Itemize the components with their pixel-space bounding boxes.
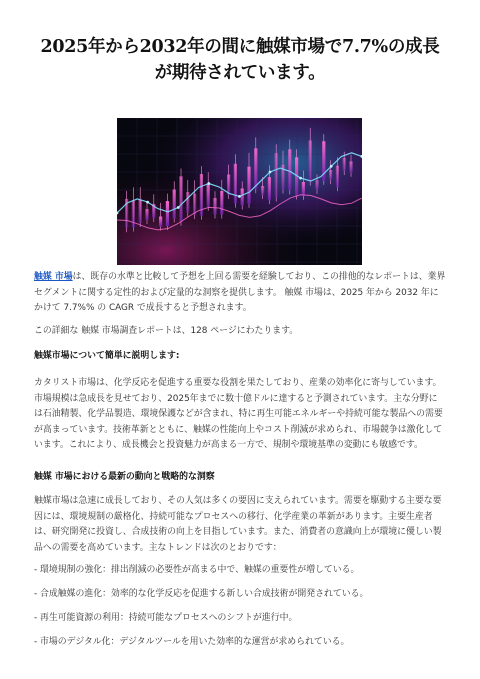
bullet-item: - 再生可能資源の利用：持続可能なプロセスへのシフトが進行中。 — [34, 613, 298, 623]
hero-image — [117, 118, 362, 265]
intro-paragraph — [34, 270, 446, 317]
bullet-item: - 市場のデジタル化：デジタルツールを用いた効率的な運営が求められている。 — [34, 637, 350, 647]
title-line-1: 2025年から2032年の間に触媒市場で7.7%の成長 — [40, 37, 440, 57]
section2-heading: 触媒 市場における最新の動向と戦略的な洞察 — [34, 472, 215, 482]
section1-heading: 触媒市場について簡単に説明します: — [34, 351, 180, 361]
bullet-item: - 合成触媒の進化：効率的な化学反応を促進する新しい合成技術が開発されている。 — [34, 589, 369, 599]
article-title — [30, 34, 450, 86]
bullet-item: - 環境規制の強化：排出削減の必要性が高まる中で、触媒の重要性が増している。 — [34, 565, 360, 575]
section2-body: 触媒市場は急速に成長しており、その人気は多くの要因に支えられています。需要を駆動する主要な要因には、環境規制の厳格化、持続可能なプロセスへの移行、化学産業の革新があります。主要生産者は、研究開発に投資し、合成技術の向上を目指しています。また、消費者の意識向上が環境に優しい製品への需要を高めています。主なトレンドは次のとおりです： — [34, 496, 442, 553]
market-link[interactable]: 触媒 市場 — [34, 272, 73, 282]
title-line-2: が期待されています。 — [154, 63, 326, 83]
pages-note: この詳細な 触媒 市場調査レポートは、128 ページにわたります。 — [34, 326, 299, 336]
section1-body: カタリスト市場は、化学反応を促進する重要な役割を果たしており、産業の効率化に寄与しています。市場規模は急成長を見せており、2025年までに数十億ドルに達すると予測されています。主な分野には石油精製、化学品製造、環境保護などが含まれ、特に再生可能エネルギーや持続可能な製品への需要が高まっています。技術革新とともに、触媒の性能向上やコスト削減が求められ、市場競争は激化しています。これにより、成長機会と投資魅力が高まる一方で、規制や環境基準の変動にも敏感です。 — [34, 378, 443, 450]
intro-text: は、既存の水準と比較して予想を上回る需要を経験しており、この排他的なレポートは、業界セグメントに関する定性的および定量的な洞察を提供します。 触媒 市場は、2025 年から 2032 年にかけて 7.7%% の CAGR で成長すると予想されます。 — [34, 272, 446, 313]
hero-financial-chart-graphic — [117, 118, 362, 265]
